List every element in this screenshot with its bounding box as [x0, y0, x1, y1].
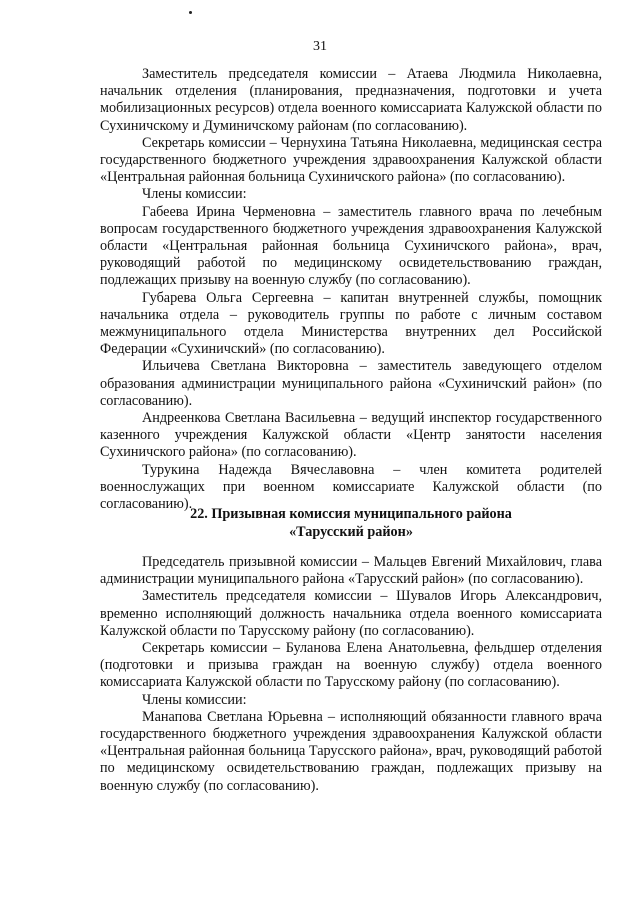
paragraph-member-andreenkova: Андреенкова Светлана Васильевна – ведущий инспектор государственного казенного учреждения Калужской области «Центр занятости населения Сухиничского района» (по согласованию). — [100, 410, 602, 461]
section-heading — [100, 506, 602, 541]
paragraph-deputy-chair-tarusa: Заместитель председателя комиссии – Шувалов Игорь Александрович, временно исполняющий должность начальника отдела военного комиссариата Калужской области по Тарусскому району (по согласованию). — [100, 588, 602, 639]
heading-line-2: «Тарусский район» — [289, 523, 413, 540]
paragraph-secretary: Секретарь комиссии – Чернухина Татьяна Николаевна, медицинская сестра государственного бюджетного учреждения здравоохранения Калужской области «Центральная районная больница Сухиничского района» (по согласованию). — [100, 134, 602, 186]
section-sukhinichi-members — [100, 66, 602, 513]
paragraph-secretary-tarusa: Секретарь комиссии – Буланова Елена Анатольевна, фельдшер отделения (подготовки и призыва граждан на военную службу) отдела военного комиссариата Калужской области по Тарусскому району (по согласованию). — [100, 640, 602, 691]
paragraph-deputy-chair: Заместитель председателя комиссии – Атаева Людмила Николаевна, начальник отделения (планирования, предназначения, подготовки и учета мобилизационных ресурсов) отдела военного комиссариата Калужской области по Сухиничскому и Думиничскому районам (по согласованию). — [100, 66, 602, 134]
paragraph-member-gabeeva: Габеева Ирина Черменовна – заместитель главного врача по лечебным вопросам государственного бюджетного учреждения здравоохранения Калужской области «Центральная районная больница Сухиничского района», врач, руководящий работой по медицинскому освидетельствованию граждан, подлежащих призыву на военную службу (по согласованию). — [100, 203, 602, 289]
scan-speck — [189, 11, 192, 14]
heading-line-1: 22. Призывная комиссия муниципального района — [190, 506, 512, 522]
paragraph-members-label: Члены комиссии: — [142, 186, 247, 203]
paragraph-members-label-tarusa: Члены комиссии: — [142, 691, 247, 708]
paragraph-member-turukina: Турукина Надежда Вячеславовна – член комитета родителей военнослужащих при военном комиссариате Калужской области (по согласованию). — [100, 461, 602, 513]
page-number: 31 — [313, 39, 327, 54]
paragraph-chair: Председатель призывной комиссии – Мальцев Евгений Михайлович, глава администрации муниципального района «Тарусский район» (по согласованию). — [100, 554, 602, 588]
paragraph-member-manapova: Манапова Светлана Юрьевна – исполняющий обязанности главного врача государственного бюджетного учреждения здравоохранения Калужской области «Центральная районная больница Тарусского района», врач, руководящий работой по медицинскому освидетельствованию граждан, подлежащих призыву на военную службу (по согласованию). — [100, 708, 602, 794]
paragraph-member-gubareva: Губарева Ольга Сергеевна – капитан внутренней службы, помощник начальника отдела – руководитель группы по работе с личным составом межмуниципального отдела Министерства внутренних дел Российской Федерации «Сухиничский» (по согласованию). — [100, 289, 602, 358]
section-tarusa-members — [100, 554, 602, 795]
paragraph-member-ilicheva: Ильичева Светлана Викторовна – заместитель заведующего отделом образования администрации муниципального района «Сухиничский район» (по согласованию). — [100, 358, 602, 409]
